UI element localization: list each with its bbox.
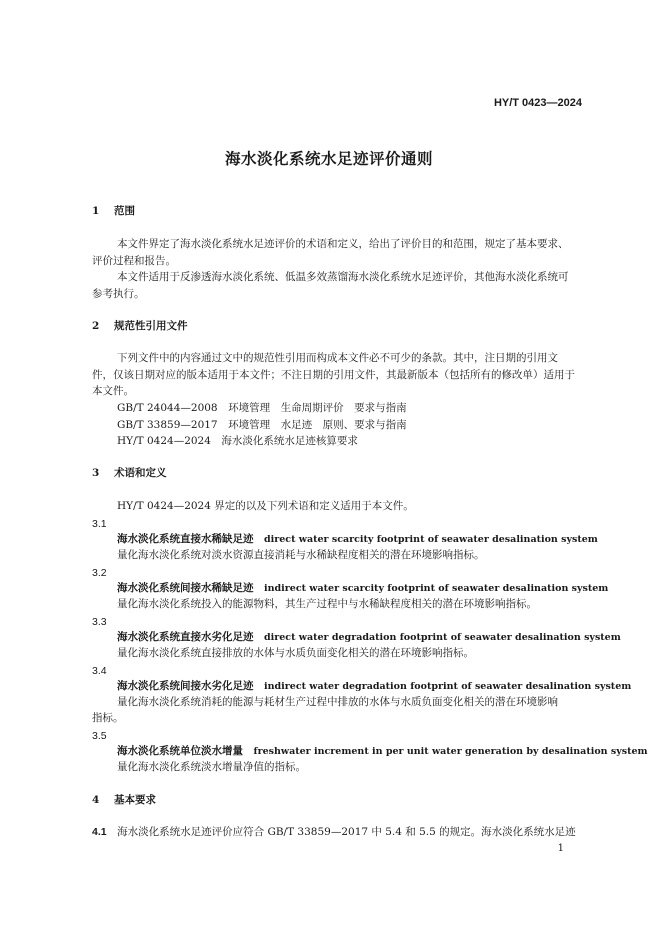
term-entry: 海水淡化系统直接水劣化足迹 direct water degradation footprint of seawater desalination system xyxy=(117,631,621,643)
section-4-heading: 4 基本要求 xyxy=(92,794,156,806)
term-definition: 量化海水淡化系统对淡水资源直接消耗与水稀缺程度相关的潜在环境影响指标。 xyxy=(117,549,485,561)
term-number: 3.4 xyxy=(92,665,107,677)
term-entry: 海水淡化系统单位淡水增量 freshwater increment in per unit water generation by desalination system xyxy=(117,745,648,757)
term-entry: 海水淡化系统间接水劣化足迹 indirect water degradation footprint of seawater desalination system xyxy=(117,680,632,692)
standard-code: HY/T 0423—2024 xyxy=(493,97,582,109)
term-number: 3.1 xyxy=(92,518,107,530)
paragraph-line: 本文件界定了海水淡化系统水足迹评价的术语和定义，给出了评价目的和范围，规定了基本要求、 xyxy=(117,238,569,250)
paragraph-line: HY/T 0424—2024 界定的以及下列术语和定义适用于本文件。 xyxy=(117,500,414,512)
section-1-heading: 1 范围 xyxy=(92,205,135,217)
term-entry: 海水淡化系统直接水稀缺足迹 direct water scarcity footprint of seawater desalination system xyxy=(117,533,598,545)
page-number: 1 xyxy=(557,843,564,854)
term-number: 3.3 xyxy=(92,616,107,628)
reference-item: GB/T 33859—2017 环境管理 水足迹 原则、要求与指南 xyxy=(117,419,407,431)
term-entry: 海水淡化系统间接水稀缺足迹 indirect water scarcity footprint of seawater desalination system xyxy=(117,582,609,594)
term-definition: 量化海水淡化系统直接排放的水体与水质负面变化相关的潜在环境影响指标。 xyxy=(117,647,474,659)
reference-item: HY/T 0424—2024 海水淡化系统水足迹核算要求 xyxy=(117,435,358,447)
section-3-heading: 3 术语和定义 xyxy=(92,467,167,479)
term-definition: 量化海水淡化系统淡水增量净值的指标。 xyxy=(117,761,306,773)
term-definition: 量化海水淡化系统投入的能源物料，其生产过程中与水稀缺程度相关的潜在环境影响指标。 xyxy=(117,598,537,610)
term-number: 3.5 xyxy=(92,730,107,742)
paragraph-line: 件，仅该日期对应的版本适用于本文件；不注日期的引用文件，其最新版本（包括所有的修改单）适用于 xyxy=(92,369,575,381)
paragraph-line: 下列文件中的内容通过文中的规范性引用而构成本文件必不可少的条款。其中，注日期的引用文 xyxy=(117,352,558,364)
term-number: 3.2 xyxy=(92,567,107,579)
paragraph-line: 参考执行。 xyxy=(92,288,145,300)
paragraph-line: 本文件适用于反渗透海水淡化系统、低温多效蒸馏海水淡化系统水足迹评价，其他海水淡化系统可 xyxy=(117,271,569,283)
reference-item: GB/T 24044—2008 环境管理 生命周期评价 要求与指南 xyxy=(117,402,407,414)
paragraph-line: 评价过程和报告。 xyxy=(92,255,176,267)
paragraph-line: 本文件。 xyxy=(92,385,134,397)
section-2-heading: 2 规范性引用文件 xyxy=(92,320,188,332)
term-definition: 指标。 xyxy=(92,712,124,724)
document-title: 海水淡化系统水足迹评价通则 xyxy=(224,149,433,168)
term-definition: 量化海水淡化系统消耗的能源与耗材生产过程中排放的水体与水质负面变化相关的潜在环境影响 xyxy=(117,696,558,708)
clause-line: 4.1 海水淡化系统水足迹评价应符合 GB/T 33859—2017 中 5.4 和 5.5 的规定。海水淡化系统水足迹 xyxy=(92,826,576,838)
